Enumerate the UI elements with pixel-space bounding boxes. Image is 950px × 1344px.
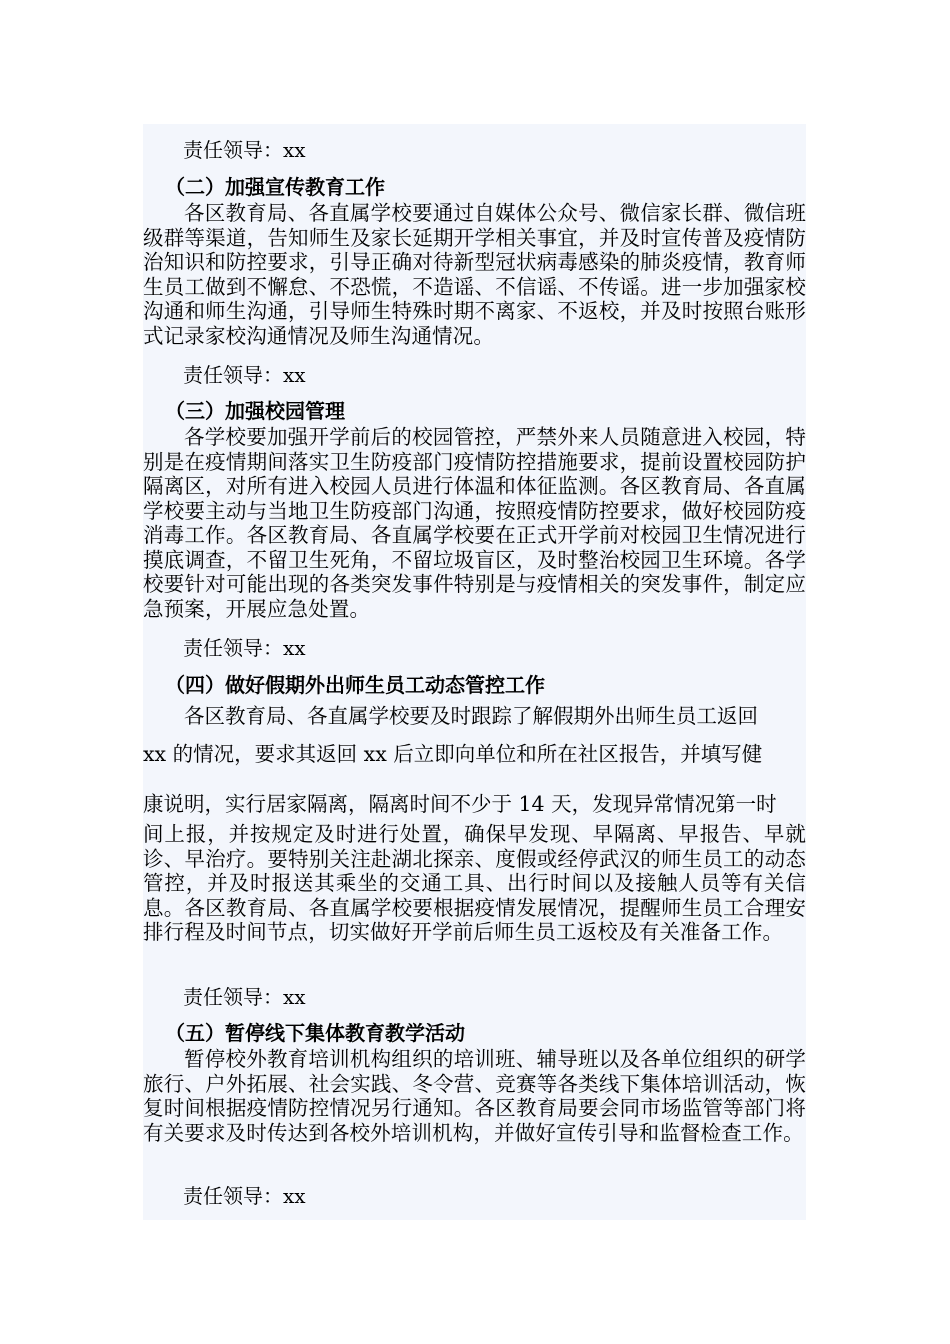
- section-body-line: 各区教育局、各直属学校要及时跟踪了解假期外出师生员工返回: [184, 704, 758, 728]
- section-heading: （四）做好假期外出师生员工动态管控工作: [165, 673, 545, 697]
- section-body-line: xx 的情况，要求其返回 xx 后立即向单位和所在社区报告，并填写健: [143, 742, 763, 766]
- responsibility-line: 责任领导：xx: [183, 1184, 306, 1208]
- document-page: [143, 124, 806, 1220]
- section-body: 各区教育局、各直属学校要通过自媒体公众号、微信家长群、微信班级群等渠道，告知师生及家长延期开学相关事宜，并及时宣传普及疫情防治知识和防控要求，引导正确对待新型冠状病毒感染的肺炎疫情，教育师生员工做到不懈怠、不恐慌，不造谣、不信谣、不传谣。进一步加强家校沟通和师生沟通，引导师生特殊时期不离家、不返校，并及时按照台账形式记录家校沟通情况及师生沟通情况。: [143, 201, 806, 348]
- section-heading: （三）加强校园管理: [165, 399, 345, 423]
- section-heading: （五）暂停线下集体教育教学活动: [165, 1021, 465, 1045]
- responsibility-line: 责任领导：xx: [183, 985, 306, 1009]
- section-body: 暂停校外教育培训机构组织的培训班、辅导班以及各单位组织的研学旅行、户外拓展、社会实践、冬令营、竞赛等各类线下集体培训活动，恢复时间根据疫情防控情况另行通知。各区教育局要会同市场监管等部门将有关要求及时传达到各校外培训机构，并做好宣传引导和监督检查工作。: [143, 1047, 806, 1145]
- section-heading: （二）加强宣传教育工作: [165, 175, 385, 199]
- section-body-line: 康说明，实行居家隔离，隔离时间不少于 14 天，发现异常情况第一时: [143, 792, 777, 816]
- section-body: 各学校要加强开学前后的校园管控，严禁外来人员随意进入校园，特别是在疫情期间落实卫生防疫部门疫情防控措施要求，提前设置校园防护隔离区，对所有进入校园人员进行体温和体征监测。各区教育局、各直属学校要主动与当地卫生防疫部门沟通，按照疫情防控要求，做好校园防疫消毒工作。各区教育局、各直属学校要在正式开学前对校园卫生情况进行摸底调查，不留卫生死角，不留垃圾盲区，及时整治校园卫生环境。各学校要针对可能出现的各类突发事件特别是与疫情相关的突发事件，制定应急预案，开展应急处置。: [143, 425, 806, 621]
- responsibility-line: 责任领导：xx: [183, 138, 306, 162]
- responsibility-line: 责任领导：xx: [183, 363, 306, 387]
- section-body: 间上报，并按规定及时进行处置，确保早发现、早隔离、早报告、早就诊、早治疗。要特别关注赴湖北探亲、度假或经停武汉的师生员工的动态管控，并及时报送其乘坐的交通工具、出行时间以及接触人员等有关信息。各区教育局、各直属学校要根据疫情发展情况，提醒师生员工合理安排行程及时间节点，切实做好开学前后师生员工返校及有关准备工作。: [143, 822, 806, 944]
- responsibility-line: 责任领导：xx: [183, 636, 306, 660]
